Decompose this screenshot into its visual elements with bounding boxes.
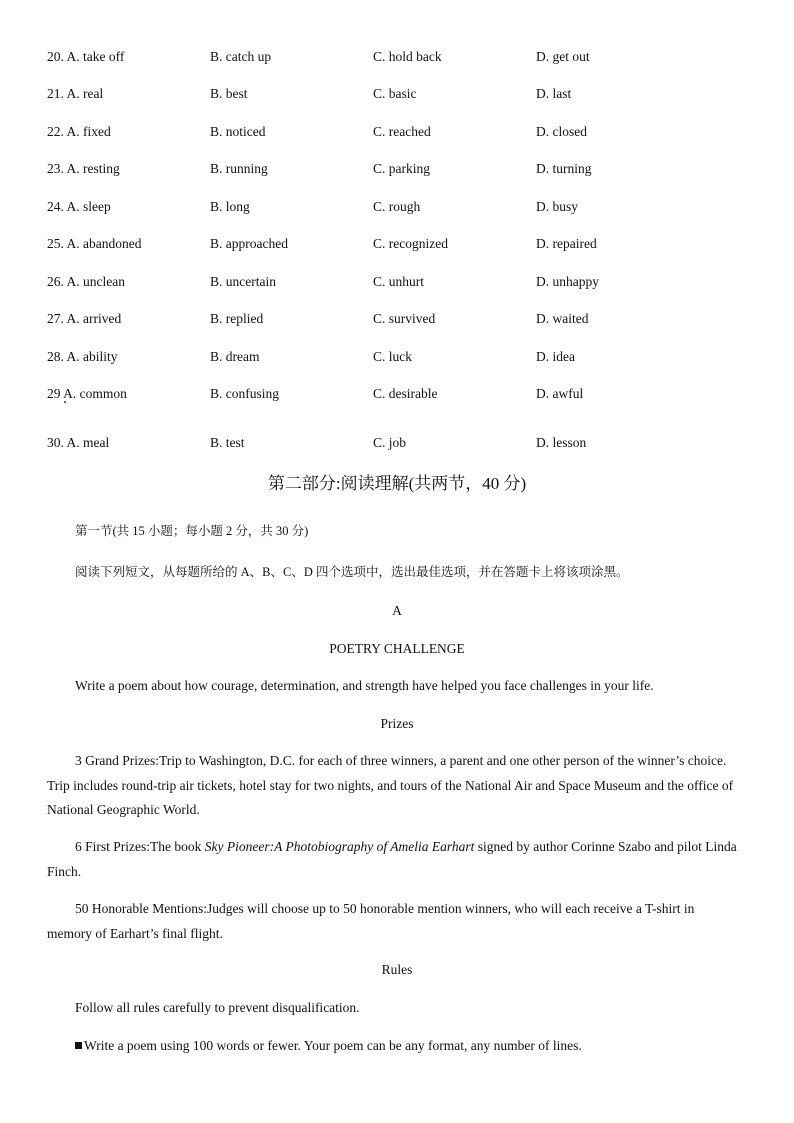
question-option-b: B. best [210, 86, 248, 101]
question-option-c: C. rough [373, 199, 421, 214]
part-two-title: 第二部分:阅读理解(共两节，40 分) [267, 474, 527, 493]
question-option-c: C. reached [373, 124, 431, 139]
question-option-b: B. uncertain [210, 274, 276, 289]
question-row [0, 84, 794, 104]
question-row [0, 347, 794, 367]
question-option-b: B. test [210, 435, 245, 450]
rules-intro: Follow all rules carefully to prevent disqualification. [75, 1000, 360, 1015]
question-option-a: 30. A. meal [47, 435, 110, 450]
question-row [0, 433, 794, 453]
question-option-c: C. parking [373, 161, 430, 176]
reading-instruction: 阅读下列短文，从每题所给的 A、B、C、D 四个选项中，选出最佳选项，并在答题卡上将该项涂黑。 [75, 565, 629, 579]
question-row [0, 159, 794, 179]
question-option-d: D. repaired [536, 236, 597, 251]
question-option-a: 29 A. common [47, 386, 127, 401]
book-title: Sky Pioneer:A Photobiography of Amelia Earhart [204, 839, 475, 854]
question-option-a: 21. A. real [47, 86, 104, 101]
question-row [0, 197, 794, 217]
question-option-d: D. turning [536, 161, 592, 176]
question-option-d: D. get out [536, 49, 590, 64]
question-option-b: B. dream [210, 349, 260, 364]
question-option-d: D. closed [536, 124, 587, 139]
question-option-c: C. hold back [373, 49, 442, 64]
rules-heading: Rules [381, 962, 413, 977]
first-prizes-tail: signed by author Corinne Szabo and pilot Linda Finch. [47, 839, 737, 879]
question-option-c: C. basic [373, 86, 417, 101]
stray-dot [64, 401, 66, 403]
question-option-c: C. unhurt [373, 274, 425, 289]
question-row [0, 122, 794, 142]
first-prizes-paragraph [47, 835, 737, 884]
rule-one [47, 1034, 737, 1059]
question-row [0, 234, 794, 254]
question-option-a: 22. A. fixed [47, 124, 111, 139]
honorable-mentions-paragraph: 50 Honorable Mentions:Judges will choose up to 50 honorable mention winners, who will each receive a T-shirt in memory of Earhart’s final flight. [47, 901, 695, 941]
question-option-a: 25. A. abandoned [47, 236, 142, 251]
question-row [0, 47, 794, 67]
passage-intro: Write a poem about how courage, determination, and strength have helped you face challenges in your life. [75, 678, 654, 693]
question-option-b: B. noticed [210, 124, 266, 139]
question-option-d: D. last [536, 86, 572, 101]
question-option-a: 26. A. unclean [47, 274, 125, 289]
question-option-b: B. confusing [210, 386, 279, 401]
question-option-b: B. long [210, 199, 250, 214]
grand-prizes-paragraph: 3 Grand Prizes:Trip to Washington, D.C. for each of three winners, a parent and one other person of the winner’s choice. Trip includes round-trip air tickets, hotel stay for two nights, and tours of the National Air and Space Museum and the office of National Geographic World. [47, 753, 734, 817]
question-row [0, 384, 794, 404]
question-option-a: 27. A. arrived [47, 311, 122, 326]
question-option-a: 23. A. resting [47, 161, 120, 176]
question-option-d: D. idea [536, 349, 575, 364]
section-one-heading: 第一节(共 15 小题；每小题 2 分，共 30 分) [75, 524, 309, 538]
question-option-d: D. busy [536, 199, 579, 214]
question-option-d: D. lesson [536, 435, 587, 450]
question-row [0, 309, 794, 329]
passage-label: A [392, 603, 402, 618]
question-option-c: C. recognized [373, 236, 448, 251]
question-option-c: C. survived [373, 311, 436, 326]
question-option-b: B. running [210, 161, 268, 176]
question-option-c: C. luck [373, 349, 412, 364]
question-option-b: B. replied [210, 311, 264, 326]
question-option-a: 28. A. ability [47, 349, 118, 364]
question-option-a: 20. A. take off [47, 49, 125, 64]
question-row [0, 272, 794, 292]
question-option-d: D. waited [536, 311, 589, 326]
prizes-heading: Prizes [380, 716, 414, 731]
question-option-a: 24. A. sleep [47, 199, 111, 214]
question-option-d: D. unhappy [536, 274, 599, 289]
rule-one-text: Write a poem using 100 words or fewer. Your poem can be any format, any number of lines. [84, 1038, 582, 1053]
question-option-d: D. awful [536, 386, 584, 401]
square-bullet-icon [75, 1042, 82, 1049]
question-option-c: C. job [373, 435, 407, 450]
first-prizes-lead: 6 First Prizes:The book [75, 839, 205, 854]
question-option-c: C. desirable [373, 386, 438, 401]
question-option-b: B. approached [210, 236, 288, 251]
passage-title: POETRY CHALLENGE [329, 641, 465, 656]
question-option-b: B. catch up [210, 49, 272, 64]
